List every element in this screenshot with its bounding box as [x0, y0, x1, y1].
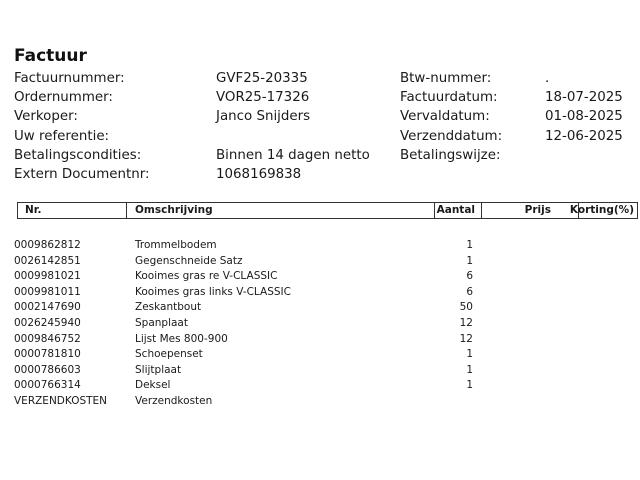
header-value: 18-07-2025 — [545, 90, 623, 106]
table-row — [14, 316, 634, 332]
cell-omschrijving: Spanplaat — [135, 316, 188, 329]
cell-nr: 0009981011 — [14, 285, 81, 298]
header-row — [14, 88, 624, 107]
header-value: 01-08-2025 — [545, 109, 623, 125]
header-label: Verzenddatum: — [400, 128, 503, 144]
header-label: Extern Documentnr: — [14, 166, 150, 182]
table-row — [14, 300, 634, 316]
cell-aantal: 1 — [466, 254, 473, 267]
header-label: Ordernummer: — [14, 90, 113, 106]
cell-aantal: 1 — [466, 363, 473, 376]
cell-aantal: 12 — [459, 332, 473, 345]
cell-omschrijving: Slijtplaat — [135, 363, 182, 376]
header-row — [14, 146, 624, 165]
table-row — [14, 332, 634, 348]
cell-aantal: 12 — [459, 316, 473, 329]
header-value: 1068169838 — [216, 166, 302, 182]
header-row — [14, 69, 624, 88]
cell-aantal: 1 — [466, 348, 473, 361]
cell-aantal: 1 — [466, 379, 473, 392]
header-label: Factuurdatum: — [400, 90, 498, 106]
cell-nr: 0009862812 — [14, 239, 81, 251]
cell-omschrijving: Deksel — [135, 379, 171, 392]
header-value: . — [545, 71, 550, 86]
column-header-omschrijving: Omschrijving — [135, 204, 213, 216]
header-label: Betalingswijze: — [400, 147, 501, 163]
cell-nr: 0000786603 — [14, 363, 81, 376]
column-header-nr: Nr. — [25, 204, 42, 216]
header-value: 12-06-2025 — [545, 128, 623, 144]
table-row — [14, 378, 634, 394]
header-value: Janco Snijders — [216, 109, 311, 125]
cell-nr: 0002147690 — [14, 301, 81, 314]
header-row — [14, 165, 624, 184]
column-divider — [126, 203, 127, 218]
table-row — [14, 285, 634, 301]
page-title: Factuur — [14, 46, 87, 66]
table-row — [14, 363, 634, 379]
table-row — [14, 254, 634, 270]
cell-nr: 0026245940 — [14, 316, 81, 329]
cell-omschrijving: Trommelbodem — [135, 239, 217, 251]
cell-omschrijving: Kooimes gras re V-CLASSIC — [135, 270, 278, 283]
cell-omschrijving: Schoepenset — [135, 348, 203, 361]
column-header-aantal: Aantal — [436, 204, 475, 216]
header-value: Binnen 14 dagen netto — [216, 147, 370, 163]
cell-aantal: 6 — [466, 270, 473, 283]
cell-omschrijving: Verzendkosten — [135, 394, 213, 407]
cell-nr: 0009981021 — [14, 270, 81, 283]
cell-omschrijving: Lijst Mes 800-900 — [135, 332, 228, 345]
invoice-header — [14, 69, 624, 184]
table-row — [14, 238, 634, 254]
header-label: Betalingscondities: — [14, 147, 142, 163]
cell-aantal: 50 — [459, 301, 473, 314]
cell-omschrijving: Gegenschneide Satz — [135, 254, 243, 267]
table-row — [14, 347, 634, 363]
table-row — [14, 269, 634, 285]
header-row — [14, 127, 624, 146]
table-body — [14, 238, 634, 410]
cell-nr: 0000766314 — [14, 379, 81, 392]
table-header — [17, 202, 638, 219]
cell-aantal: 6 — [466, 285, 473, 298]
cell-nr: 0009846752 — [14, 332, 81, 345]
column-divider — [434, 203, 435, 218]
cell-omschrijving: Kooimes gras links V-CLASSIC — [135, 285, 291, 298]
cell-aantal: 1 — [466, 239, 473, 251]
header-label: Verkoper: — [14, 109, 78, 125]
header-label: Factuurnummer: — [14, 71, 125, 86]
cell-nr: 0000781810 — [14, 348, 81, 361]
column-divider — [481, 203, 482, 218]
header-label: Uw referentie: — [14, 128, 110, 144]
header-row — [14, 107, 624, 126]
header-value: VOR25-17326 — [216, 90, 310, 106]
header-value: GVF25-20335 — [216, 71, 308, 86]
cell-nr: 0026142851 — [14, 254, 81, 267]
column-header-korting: Korting(%) — [569, 204, 634, 216]
header-label: Btw-nummer: — [400, 71, 492, 86]
cell-omschrijving: Zeskantbout — [135, 301, 202, 314]
cell-nr: VERZENDKOSTEN — [14, 394, 108, 407]
header-label: Vervaldatum: — [400, 109, 490, 125]
table-row — [14, 394, 634, 410]
column-header-prijs: Prijs — [524, 204, 551, 216]
